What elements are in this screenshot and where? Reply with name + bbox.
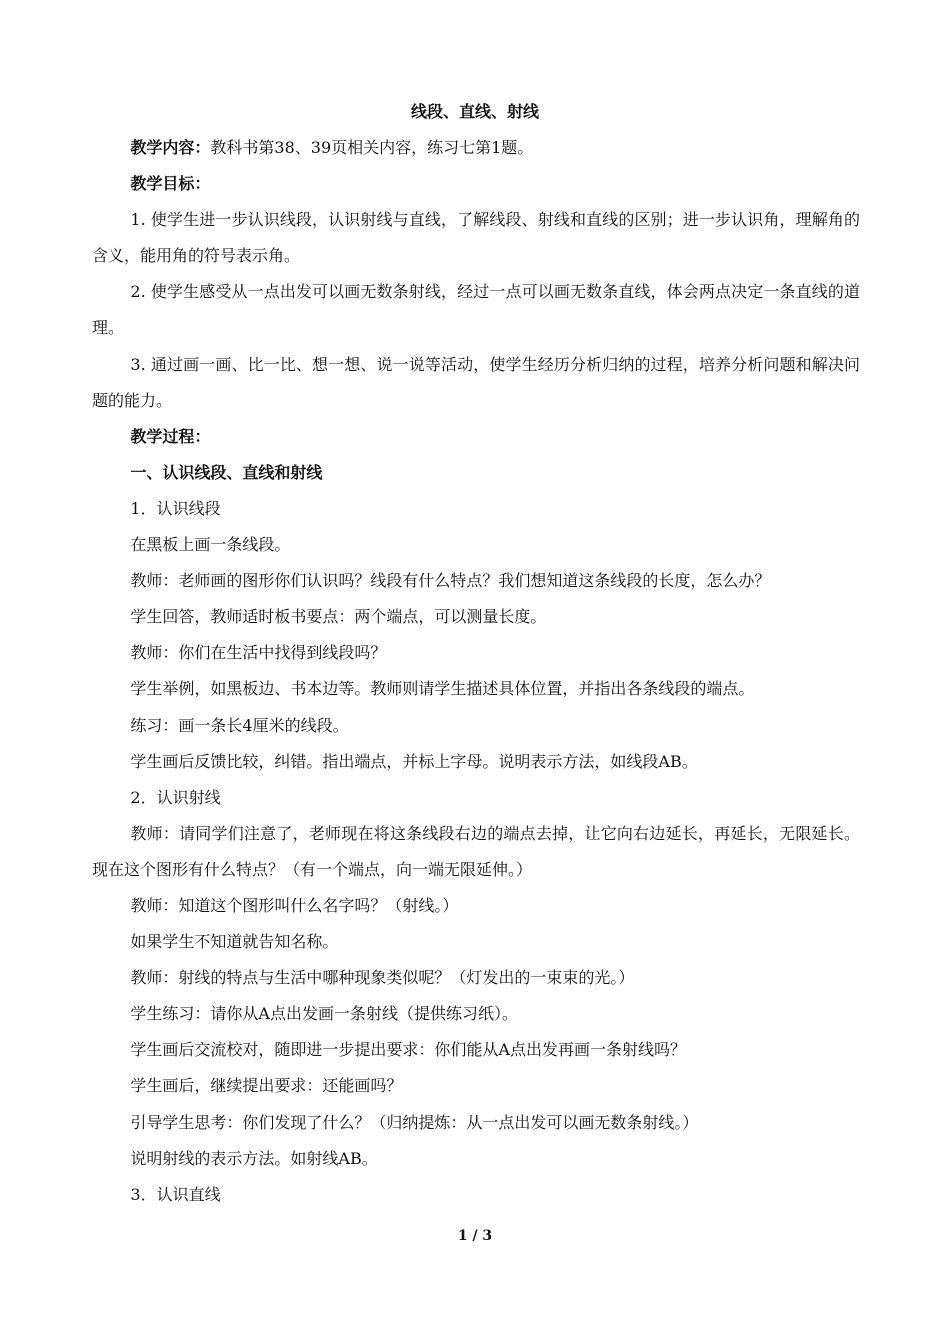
paragraph: 学生回答，教师适时板书要点：两个端点，可以测量长度。 [130, 607, 547, 627]
paragraph: 练习：画一条长4厘米的线段。 [130, 715, 349, 735]
paragraph: 如果学生不知道就告知名称。 [130, 932, 339, 952]
subheading-line-segment: 1．认识线段 [130, 498, 221, 518]
teaching-process-label: 教学过程： [130, 426, 211, 446]
goal-1: 1. 使学生进一步认识线段，认识射线与直线，了解线段、射线和直线的区别；进一步认识角，理解角的含义，能用角的符号表示角。 [92, 210, 860, 266]
teaching-goals-label: 教学目标： [130, 174, 211, 194]
goal-2: 2. 使学生感受从一点出发可以画无数条射线，经过一点可以画无数条直线，体会两点决定一条直线的道理。 [92, 282, 860, 338]
document-title: 线段、直线、射线 [410, 102, 539, 121]
teaching-content [92, 130, 860, 166]
paragraph: 学生画后，继续提出要求：还能画吗？ [130, 1076, 403, 1096]
paragraph: 学生画后反馈比较，纠错。指出端点，并标上字母。说明表示方法，如线段AB。 [130, 751, 698, 771]
paragraph: 引导学生思考：你们发现了什么？（归纳提炼：从一点出发可以画无数条射线。） [130, 1112, 699, 1132]
paragraph: 教师：请同学们注意了，老师现在将这条线段右边的端点去掉，让它向右边延长，再延长，无限延长。现在这个图形有什么特点？（有一个端点，向一端无限延伸。） [92, 823, 860, 879]
teaching-content-text: 教科书第38、39页相关内容，练习七第1题。 [210, 138, 534, 157]
teaching-content-label: 教学内容： [130, 138, 211, 157]
page-number: 1 / 3 [457, 1228, 493, 1244]
subheading-ray: 2．认识射线 [130, 787, 221, 807]
paragraph: 在黑板上画一条线段。 [130, 535, 291, 555]
section-heading-1: 一、认识线段、直线和射线 [130, 462, 323, 482]
paragraph: 教师：知道这个图形叫什么名字吗？（射线。） [130, 895, 459, 915]
paragraph: 学生练习：请你从A点出发画一条射线（提供练习纸）。 [130, 1004, 518, 1024]
paragraph: 说明射线的表示方法。如射线AB。 [130, 1148, 378, 1168]
subheading-straight-line: 3．认识直线 [130, 1184, 221, 1204]
goal-3: 3. 通过画一画、比一比、想一想、说一说等活动，使学生经历分析归纳的过程，培养分析问题和解决问题的能力。 [92, 354, 860, 410]
document-body [92, 130, 860, 1213]
paragraph: 教师：老师画的图形你们认识吗？线段有什么特点？我们想知道这条线段的长度，怎么办？ [130, 571, 771, 591]
paragraph: 学生举例，如黑板边、书本边等。教师则请学生描述具体位置，并指出各条线段的端点。 [130, 679, 755, 699]
paragraph: 教师：你们在生活中找得到线段吗？ [130, 643, 387, 663]
paragraph: 教师：射线的特点与生活中哪种现象类似呢？（灯发出的一束束的光。） [130, 968, 635, 988]
paragraph: 学生画后交流校对，随即进一步提出要求：你们能从A点出发再画一条射线吗？ [130, 1040, 686, 1060]
